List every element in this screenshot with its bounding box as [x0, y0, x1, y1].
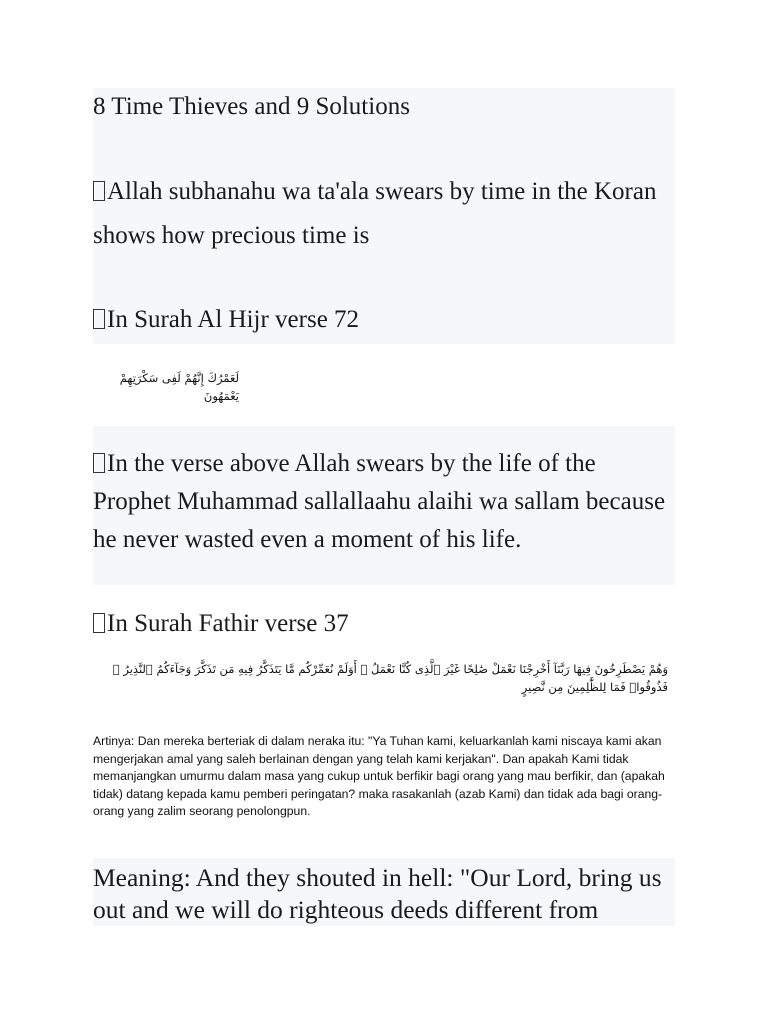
time-oath-paragraph-text: Allah subhanahu wa ta'ala swears by time in the Koran shows how precious time is	[93, 178, 657, 249]
english-meaning-paragraph: Meaning: And they shouted in hell: "Our Lord, bring us out and we will do righteous deeds different from	[93, 863, 662, 924]
prophet-life-paragraph	[93, 445, 675, 559]
missing-glyph-icon	[93, 613, 105, 633]
missing-glyph-icon	[93, 309, 105, 329]
surah-al-hijr-heading	[93, 303, 675, 337]
missing-glyph-icon	[93, 453, 105, 473]
surah-fathir-heading	[93, 607, 675, 641]
time-oath-paragraph	[93, 170, 675, 258]
surah-fathir-heading-text: In Surah Fathir verse 37	[107, 610, 349, 637]
surah-al-hijr-heading-text: In Surah Al Hijr verse 72	[107, 306, 360, 333]
surah-fathir-arabic-verse: وَهُمْ يَصْطَرِخُونَ فِيهَا رَبَّنَآ أَخْرِجْنَا نَعْمَلْ صَٰلِحًا غَيْرَ ٱلَّذِى كُنَّا نَعْمَلُ ۚ أَوَلَمْ نُعَمِّرْكُم مَّا يَتَذَكَّرُ فِيهِ مَن تَذَكَّرَ وَجَآءَكُمُ ٱلنَّذِيرُ ۖ فَذُوقُوا۟ فَمَا لِلظَّٰلِمِينَ مِن نَّصِيرٍ	[112, 662, 668, 694]
missing-glyph-icon	[93, 181, 105, 201]
artinya-translation: Artinya: Dan mereka berteriak di dalam neraka itu: "Ya Tuhan kami, keluarkanlah kami niscaya kami akan mengerjakan amal yang saleh berlainan dengan yang telah kami kerjakan". Dan apakah Kami tidak memanjangkan umurmu dalam masa yang cukup untuk berfikir bagi orang yang mau berfikir, dan (apakah tidak) datang kepada kamu pemberi peringatan? maka rasakanlah (azab Kami) dan tidak ada bagi orang-orang yang zalim seorang penolongpun.	[93, 734, 665, 819]
surah-al-hijr-arabic-verse: لَعَمْرُكَ إِنَّهُمْ لَفِى سَكْرَتِهِمْ يَعْمَهُونَ	[119, 371, 239, 403]
prophet-life-paragraph-text: In the verse above Allah swears by the life of the Prophet Muhammad sallallaahu alaihi wa sallam because he never wasted even a moment of his life.	[93, 450, 666, 553]
document-title: 8 Time Thieves and 9 Solutions	[93, 93, 410, 120]
